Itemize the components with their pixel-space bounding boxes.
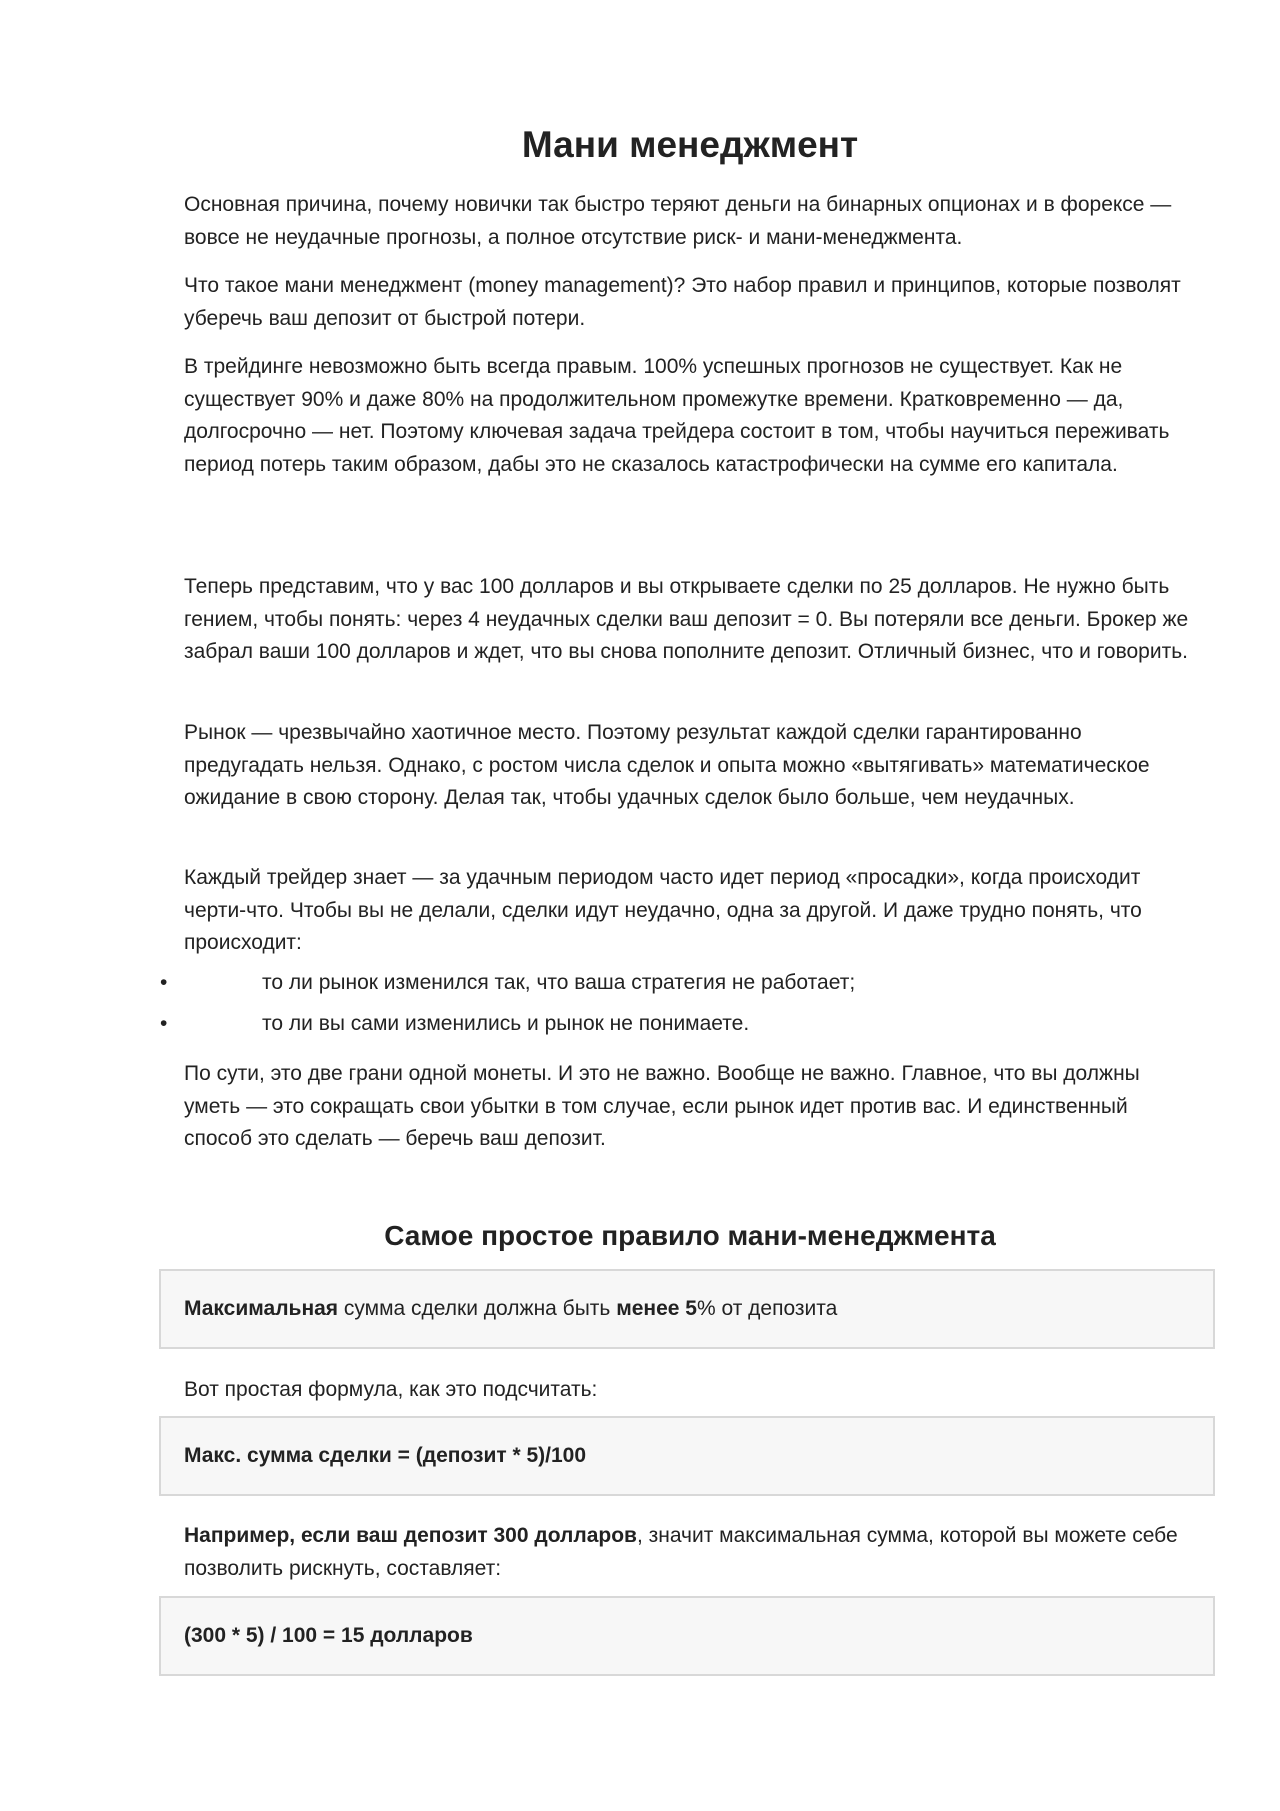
page-title: Мани менеджмент bbox=[521, 124, 859, 165]
rule-bold-start: Максимальная bbox=[184, 1297, 339, 1320]
rule-text bbox=[184, 1271, 837, 1347]
rule-middle: сумма сделки должна быть bbox=[338, 1297, 617, 1320]
intro-paragraph-2: Что такое мани менеджмент (money management)? Это набор правил и принципов, которые позволят уберечь ваш депозит от быстрой потери. bbox=[184, 274, 1181, 330]
body-paragraph-3: Каждый трейдер знает — за удачным периодом часто идет период «просадки», когда происходит черти-что. Чтобы вы не делали, сделки идут неудачно, одна за другой. И даже трудно понять, что происходит: bbox=[184, 866, 1142, 954]
rule-bold-value: менее 5 bbox=[616, 1297, 697, 1320]
example-rest: , значит максимальная сумма, которой вы можете себе позволить рискнуть, составляет: bbox=[184, 1524, 1178, 1580]
result-text bbox=[184, 1598, 473, 1674]
intro-paragraph-3: В трейдинге невозможно быть всегда правым. 100% успешных прогнозов не существует. Как не существует 90% и даже 80% на продолжительном промежутке времени. Кратковременно — да, долгосрочно — нет. Поэтому ключевая задача трейдера состоит в том, чтобы научиться переживать период потерь таким образом, дабы это не сказалось катастрофически на сумме его капитала. bbox=[184, 355, 1170, 476]
result-box bbox=[159, 1596, 1215, 1676]
bullet-icon: • bbox=[160, 1012, 168, 1035]
section-title: Самое простое правило мани-менеджмента bbox=[384, 1220, 996, 1251]
formula-text bbox=[184, 1418, 586, 1494]
list-item-text: то ли вы сами изменились и рынок не понимаете. bbox=[262, 1012, 750, 1035]
list-item-text: то ли рынок изменился так, что ваша стратегия не работает; bbox=[262, 971, 856, 994]
result-bold: (300 * 5) / 100 = 15 долларов bbox=[184, 1624, 473, 1647]
rule-end: % от депозита bbox=[696, 1297, 838, 1320]
intro-paragraph-1: Основная причина, почему новички так быстро теряют деньги на бинарных опционах и в форексе — вовсе не неудачные прогнозы, а полное отсутствие риск- и мани-менеджмента. bbox=[184, 193, 1172, 249]
example-bold: Например, если ваш депозит 300 долларов bbox=[184, 1524, 637, 1547]
body-paragraph-2: Рынок — чрезвычайно хаотичное место. Поэтому результат каждой сделки гарантированно предугадать нельзя. Однако, с ростом числа сделок и опыта можно «вытягивать» математическое ожидание в свою сторону. Делая так, чтобы удачных сделок было больше, чем неудачных. bbox=[184, 721, 1150, 809]
example-paragraph bbox=[184, 1520, 1194, 1585]
bullet-icon: • bbox=[160, 971, 168, 994]
conclusion-paragraph: По сути, это две грани одной монеты. И это не важно. Вообще не важно. Главное, что вы должны уметь — это сокращать свои убытки в том случае, если рынок идет против вас. И единственный способ это сделать — беречь ваш депозит. bbox=[184, 1062, 1140, 1150]
formula-intro: Вот простая формула, как это подсчитать: bbox=[184, 1378, 598, 1401]
body-paragraph-1: Теперь представим, что у вас 100 долларов и вы открываете сделки по 25 долларов. Не нужно быть гением, чтобы понять: через 4 неудачных сделки ваш депозит = 0. Вы потеряли все деньги. Брокер же забрал ваши 100 долларов и ждет, что вы снова пополните депозит. Отличный бизнес, что и говорить. bbox=[184, 575, 1189, 663]
formula-box bbox=[159, 1416, 1215, 1496]
rule-box bbox=[159, 1269, 1215, 1349]
formula-bold: Макс. сумма сделки = (депозит * 5)/100 bbox=[184, 1444, 587, 1467]
